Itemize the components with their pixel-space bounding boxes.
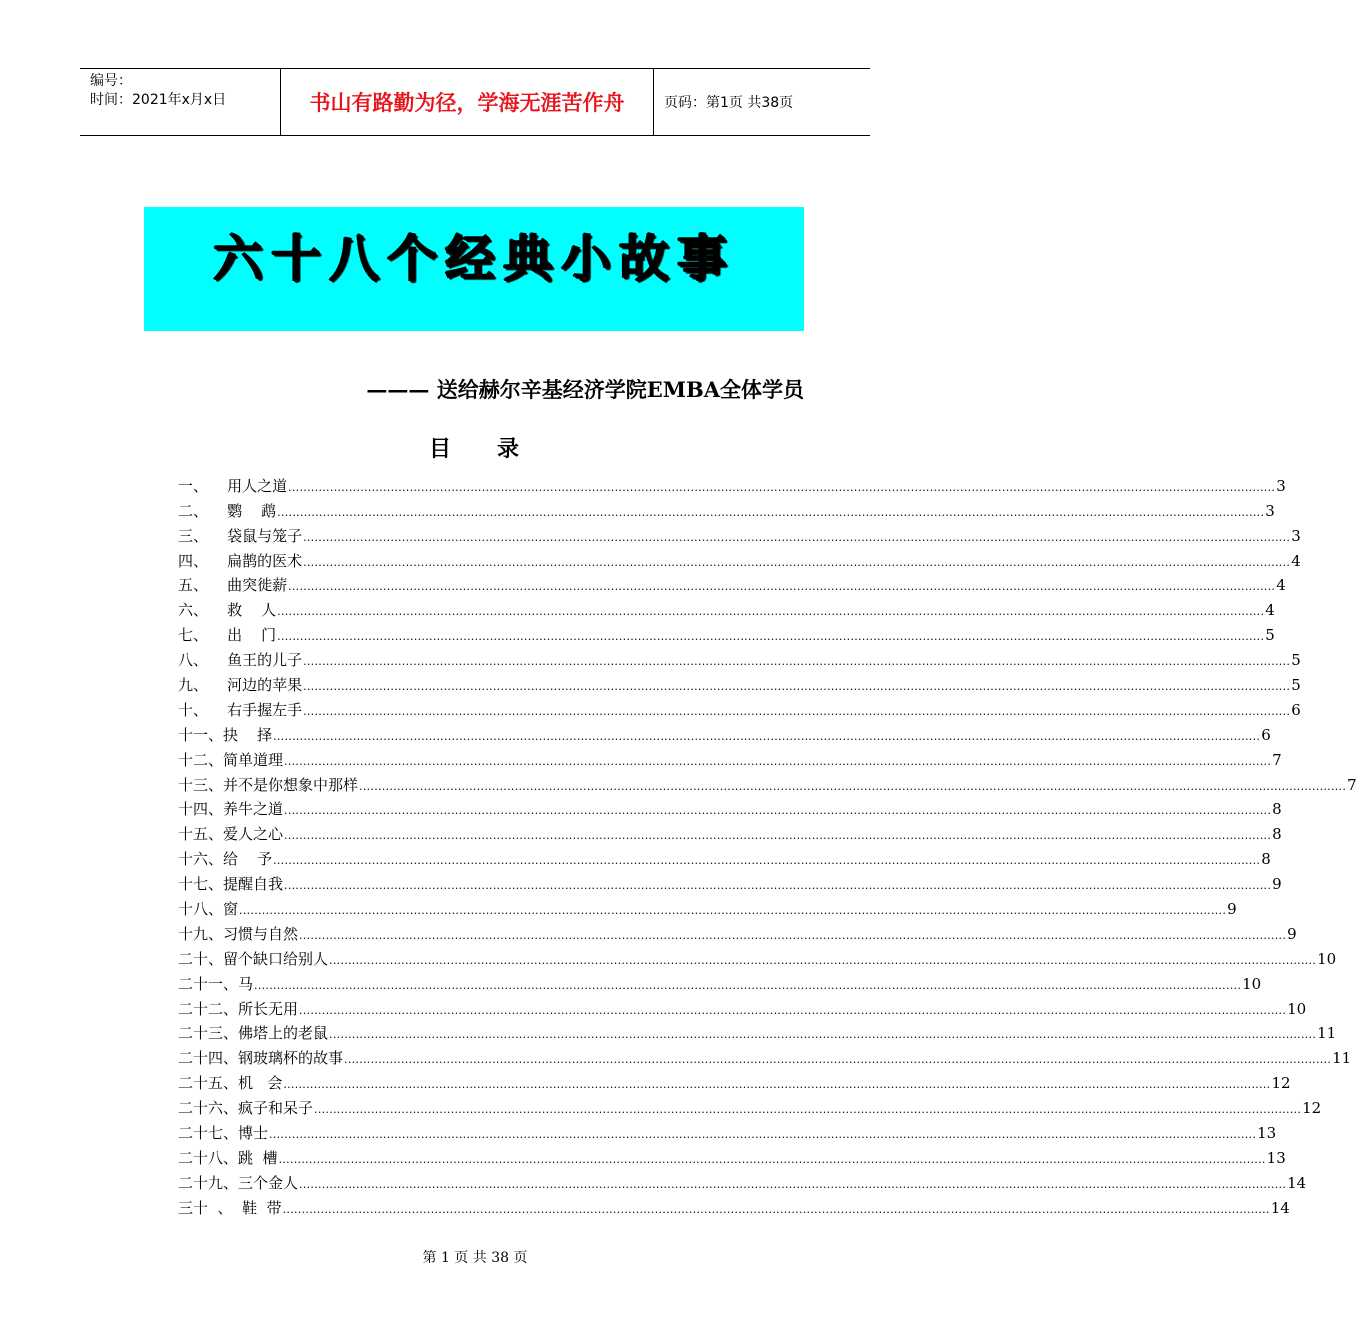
toc-entry-number: 一、	[178, 476, 228, 495]
toc-entry[interactable]	[178, 495, 1275, 520]
toc-leader-dots: ....................................................................................................................................................................................................................................................................	[288, 480, 1276, 494]
toc-entry[interactable]	[178, 594, 1275, 620]
toc-heading-left: 目	[428, 436, 453, 462]
toc-entry[interactable]	[178, 1092, 1322, 1118]
toc-leader-dots: ....................................................................................................................................................................................................................................................................	[329, 953, 1317, 967]
toc-entry[interactable]	[178, 694, 1301, 719]
header-meta-cell	[80, 69, 281, 135]
header-time-label: 时间：2021年x月x日	[90, 92, 227, 108]
toc-entry-number: 二十六、	[178, 1099, 239, 1118]
toc-entry-number: 十八、	[178, 900, 224, 919]
toc-entry-page: 14	[1287, 1173, 1307, 1192]
toc-leader-dots: ....................................................................................................................................................................................................................................................................	[303, 680, 1291, 694]
table-of-contents	[178, 470, 1357, 1217]
toc-entry-page: 13	[1257, 1124, 1277, 1143]
toc-entry-label: 留个缺口给别人	[223, 949, 329, 968]
toc-entry-page: 9	[1227, 900, 1237, 919]
toc-entry-page: 6	[1261, 725, 1271, 744]
toc-entry-page: 10	[1287, 999, 1307, 1018]
toc-entry-label: 右手握左手	[227, 700, 303, 719]
toc-entry[interactable]	[178, 918, 1297, 943]
toc-entry[interactable]	[178, 545, 1301, 570]
header-page-info: 页码：第1页 共38页	[664, 95, 794, 111]
toc-leader-dots: ....................................................................................................................................................................................................................................................................	[303, 530, 1291, 544]
document-subtitle: ——— 送给赫尔辛基经济学院EMBA全体学员	[366, 377, 804, 402]
toc-leader-dots: ....................................................................................................................................................................................................................................................................	[299, 928, 1287, 942]
toc-entry-number: 五、	[178, 576, 228, 595]
toc-leader-dots: ....................................................................................................................................................................................................................................................................	[284, 879, 1272, 893]
toc-entry[interactable]	[178, 868, 1282, 894]
toc-entry-label: 救 人	[227, 601, 277, 620]
toc-leader-dots: ....................................................................................................................................................................................................................................................................	[284, 829, 1272, 843]
toc-entry-label: 习惯与自然	[223, 924, 299, 943]
toc-entry-number: 二十四、	[178, 1049, 239, 1068]
toc-entry-number: 四、	[178, 551, 228, 570]
toc-entry-page: 11	[1317, 1024, 1337, 1043]
toc-entry-label: 河边的苹果	[227, 676, 303, 695]
toc-entry-label: 鹦 鹉	[227, 501, 277, 520]
toc-leader-dots: ....................................................................................................................................................................................................................................................................	[299, 1177, 1287, 1191]
page-footer: 第 1 页 共 38 页	[422, 1250, 528, 1266]
header-number-label: 编号：	[90, 73, 132, 89]
toc-leader-dots: ....................................................................................................................................................................................................................................................................	[273, 854, 1261, 868]
toc-entry-page: 3	[1291, 526, 1301, 545]
toc-entry-page: 3	[1276, 476, 1286, 495]
toc-entry-page: 7	[1347, 775, 1357, 794]
toc-leader-dots: ....................................................................................................................................................................................................................................................................	[269, 1128, 1257, 1142]
toc-leader-dots: ....................................................................................................................................................................................................................................................................	[288, 580, 1276, 594]
toc-entry-number: 三十 、	[178, 1198, 243, 1217]
toc-entry-number: 十六、	[178, 850, 224, 869]
toc-leader-dots: ....................................................................................................................................................................................................................................................................	[344, 1053, 1332, 1067]
toc-entry-page: 11	[1332, 1049, 1352, 1068]
toc-entry-page: 12	[1302, 1099, 1322, 1118]
toc-entry-number: 十二、	[178, 750, 224, 769]
toc-entry[interactable]	[178, 993, 1307, 1018]
toc-entry-label: 曲突徙薪	[227, 576, 288, 595]
toc-entry-label: 鞋 带	[242, 1198, 282, 1217]
toc-entry-label: 跳 槽	[238, 1148, 278, 1167]
toc-entry-number: 三、	[178, 526, 228, 545]
toc-entry[interactable]	[178, 570, 1286, 595]
toc-entry-label: 用人之道	[227, 476, 288, 495]
toc-entry-page: 14	[1270, 1198, 1290, 1217]
toc-leader-dots: ....................................................................................................................................................................................................................................................................	[303, 555, 1291, 569]
toc-entry-label: 佛塔上的老鼠	[238, 1024, 329, 1043]
toc-entry-label: 扁鹊的医术	[227, 551, 303, 570]
toc-entry[interactable]	[178, 744, 1282, 769]
toc-entry-number: 二十、	[178, 949, 224, 968]
toc-leader-dots: ....................................................................................................................................................................................................................................................................	[282, 1202, 1270, 1216]
toc-entry-page: 13	[1266, 1148, 1286, 1167]
toc-entry-number: 十七、	[178, 875, 224, 894]
toc-leader-dots: ....................................................................................................................................................................................................................................................................	[284, 804, 1272, 818]
toc-entry-label: 马	[238, 974, 254, 993]
toc-entry[interactable]	[178, 794, 1282, 819]
toc-entry[interactable]	[178, 1067, 1291, 1093]
toc-entry-page: 5	[1291, 676, 1301, 695]
toc-leader-dots: ....................................................................................................................................................................................................................................................................	[359, 779, 1347, 793]
toc-entry[interactable]	[178, 719, 1271, 744]
toc-entry-label: 提醒自我	[223, 875, 284, 894]
document-header	[80, 68, 870, 136]
toc-leader-dots: ....................................................................................................................................................................................................................................................................	[303, 655, 1291, 669]
toc-entry[interactable]	[178, 619, 1275, 645]
toc-entry-page: 7	[1272, 750, 1282, 769]
toc-leader-dots: ....................................................................................................................................................................................................................................................................	[239, 904, 1227, 918]
toc-entry-number: 二十三、	[178, 1024, 239, 1043]
toc-entry-label: 养牛之道	[223, 800, 284, 819]
toc-entry-page: 8	[1261, 850, 1271, 869]
toc-entry-label: 并不是你想象中那样	[223, 775, 359, 794]
toc-entry-page: 9	[1272, 875, 1282, 894]
toc-entry-label: 抉 择	[223, 725, 273, 744]
toc-entry-label: 给 予	[223, 850, 273, 869]
toc-leader-dots: ....................................................................................................................................................................................................................................................................	[254, 978, 1242, 992]
toc-entry-label: 所长无用	[238, 999, 299, 1018]
toc-entry-page: 6	[1291, 700, 1301, 719]
toc-entry-number: 七、	[178, 626, 228, 645]
toc-leader-dots: ....................................................................................................................................................................................................................................................................	[299, 1003, 1287, 1017]
toc-entry-label: 爱人之心	[223, 825, 284, 844]
toc-entry[interactable]	[178, 943, 1337, 968]
toc-heading-right: 录	[497, 436, 522, 462]
toc-entry-label: 疯子和呆子	[238, 1099, 314, 1118]
toc-entry-number: 十三、	[178, 775, 224, 794]
toc-entry[interactable]	[178, 669, 1301, 695]
toc-entry-label: 钢玻璃杯的故事	[238, 1049, 344, 1068]
toc-leader-dots: ....................................................................................................................................................................................................................................................................	[277, 630, 1265, 644]
toc-entry-label: 机 会	[238, 1074, 283, 1093]
toc-entry-number: 二十七、	[178, 1124, 239, 1143]
toc-entry-number: 十九、	[178, 924, 224, 943]
toc-entry-number: 十四、	[178, 800, 224, 819]
toc-entry[interactable]	[178, 470, 1286, 495]
toc-entry-number: 九、	[178, 676, 228, 695]
toc-entry[interactable]	[178, 1192, 1290, 1217]
toc-entry-label: 袋鼠与笼子	[227, 526, 303, 545]
toc-entry-page: 10	[1317, 949, 1337, 968]
toc-entry-label: 出 门	[227, 626, 277, 645]
toc-entry[interactable]	[178, 1117, 1277, 1143]
toc-leader-dots: ....................................................................................................................................................................................................................................................................	[277, 505, 1265, 519]
toc-entry-number: 二十一、	[178, 974, 239, 993]
toc-entry-page: 5	[1291, 651, 1301, 670]
document-title: 六十八个经典小故事	[213, 229, 735, 288]
toc-entry-page: 4	[1265, 601, 1275, 620]
toc-entry-page: 5	[1265, 626, 1275, 645]
toc-leader-dots: ....................................................................................................................................................................................................................................................................	[314, 1103, 1302, 1117]
toc-entry-number: 二十二、	[178, 999, 239, 1018]
toc-entry[interactable]	[178, 893, 1237, 919]
toc-entry-number: 十五、	[178, 825, 224, 844]
toc-entry[interactable]	[178, 843, 1271, 869]
toc-entry[interactable]	[178, 520, 1301, 545]
toc-entry-number: 二十八、	[178, 1148, 239, 1167]
toc-entry-page: 8	[1272, 825, 1282, 844]
toc-entry[interactable]	[178, 1167, 1307, 1192]
toc-entry-number: 二十五、	[178, 1074, 239, 1093]
toc-entry[interactable]	[178, 968, 1262, 993]
toc-entry-page: 9	[1287, 924, 1297, 943]
toc-heading	[0, 432, 950, 463]
toc-entry-page: 8	[1272, 800, 1282, 819]
toc-leader-dots: ....................................................................................................................................................................................................................................................................	[283, 1078, 1271, 1092]
toc-entry-number: 十、	[178, 700, 228, 719]
toc-entry-page: 3	[1265, 501, 1275, 520]
toc-entry-label: 博士	[238, 1124, 269, 1143]
title-banner	[144, 207, 804, 331]
toc-entry[interactable]	[178, 644, 1301, 670]
toc-leader-dots: ....................................................................................................................................................................................................................................................................	[303, 704, 1291, 718]
toc-entry-page: 4	[1276, 576, 1286, 595]
toc-entry-label: 窗	[223, 900, 239, 919]
toc-leader-dots: ....................................................................................................................................................................................................................................................................	[273, 729, 1261, 743]
toc-entry[interactable]	[178, 1142, 1286, 1167]
toc-entry[interactable]	[178, 1042, 1352, 1068]
toc-entry[interactable]	[178, 769, 1357, 794]
toc-entry-page: 12	[1271, 1074, 1291, 1093]
toc-entry-number: 二、	[178, 501, 228, 520]
toc-leader-dots: ....................................................................................................................................................................................................................................................................	[278, 1152, 1266, 1166]
toc-entry[interactable]	[178, 1018, 1337, 1043]
toc-leader-dots: ....................................................................................................................................................................................................................................................................	[284, 754, 1272, 768]
toc-entry-number: 六、	[178, 601, 228, 620]
header-motto: 书山有路勤为径，学海无涯苦作舟	[281, 69, 654, 135]
toc-entry-page: 4	[1291, 551, 1301, 570]
toc-entry-label: 简单道理	[223, 750, 284, 769]
toc-entry-number: 二十九、	[178, 1173, 239, 1192]
toc-entry-label: 鱼王的儿子	[227, 651, 303, 670]
toc-leader-dots: ....................................................................................................................................................................................................................................................................	[277, 605, 1265, 619]
toc-entry-number: 十一、	[178, 725, 224, 744]
toc-entry-label: 三个金人	[238, 1173, 299, 1192]
toc-entry[interactable]	[178, 818, 1282, 844]
toc-leader-dots: ....................................................................................................................................................................................................................................................................	[329, 1028, 1317, 1042]
toc-entry-page: 10	[1242, 974, 1262, 993]
toc-entry-number: 八、	[178, 651, 228, 670]
